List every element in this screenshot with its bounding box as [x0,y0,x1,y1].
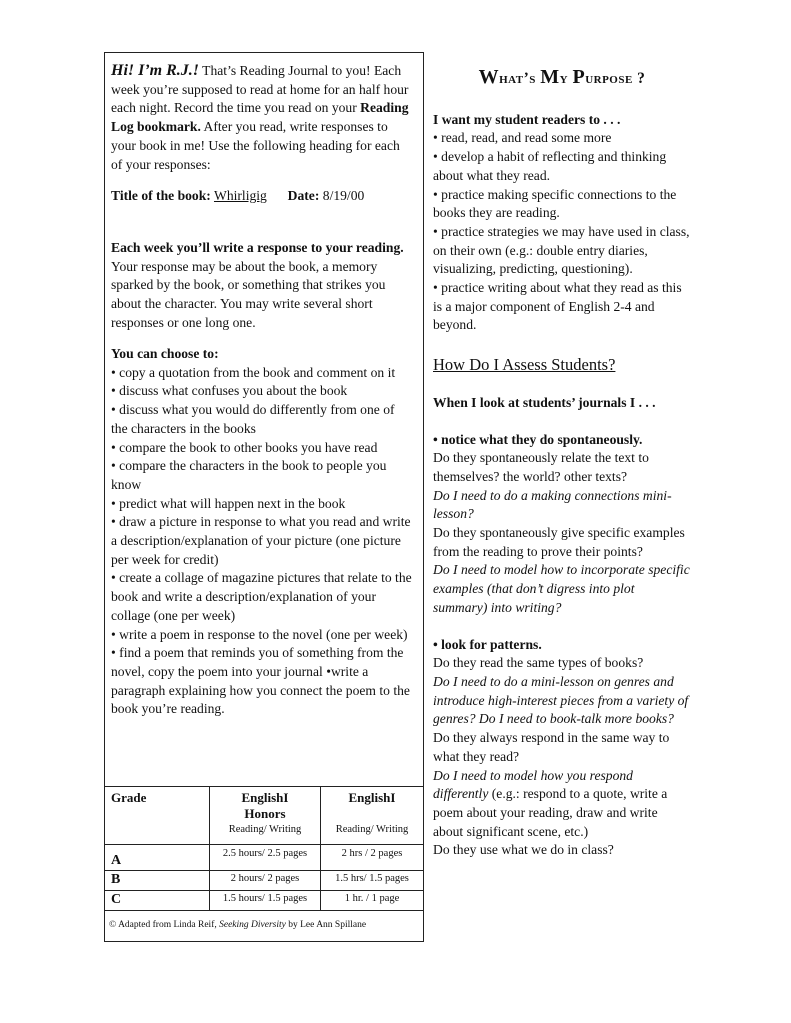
grade-table [105,786,423,911]
credit-line [109,920,366,930]
regular-header-cell [321,787,423,844]
choose-heading: You can choose to: [111,346,219,361]
weekly-body: Your response may be about the book, a memory sparked by the book, or something that strikes you about the character. You may write several short responses or one long one. [111,258,386,330]
list-item: • copy a quotation from the book and comment on it [111,364,413,383]
patterns-q1-italic: Do I need to do a mini-lesson on genres and introduce high-interest pieces from a variety of genres? Do I need to book-talk more books? [433,673,689,727]
notice-q1-italic: Do I need to do a making connections mini-lesson? [433,487,672,522]
grade-cell [105,845,210,870]
regular-cell: 1 hr. / 1 page [344,893,400,904]
bookmark-text: Reading Log bookmark. [111,100,409,135]
title-line [111,187,413,206]
grade-cell [105,871,210,890]
purpose-list [433,129,691,335]
assess-title: How Do I Assess Students? [433,355,616,375]
purpose-title-part: y [559,70,573,87]
patterns-q3: Do they use what we do in class? [433,842,614,858]
date-value: 8/19/00 [322,188,365,203]
honors-subheader: Reading/ Writing [228,824,302,835]
notice-heading: • notice what they do spontaneously. [433,431,643,447]
list-item: • discuss what confuses you about the book [111,382,413,401]
book-title: Whirligig [213,188,267,203]
intro-text: That’s Reading Journal to you! Each week you’re supposed to read at home for an half hour each night. Record the time you read on your [111,63,409,116]
patterns-heading: • look for patterns. [433,636,542,652]
purpose-title-part: hat’s [499,70,541,87]
purpose-lead: I want my student readers to . . . [433,111,621,127]
greeting: Hi! I’m R.J.! [111,62,200,79]
purpose-title-part: W [478,66,500,88]
honors-cell: 2 hours/ 2 pages [210,871,321,890]
list-item: • predict what will happen next in the book [111,495,413,514]
weekly-paragraph [111,239,413,333]
table-row [105,845,423,871]
purpose-title-part: urpose ? [585,70,646,87]
table-header-row [105,787,423,845]
patterns-q2-rest: (e.g.: respond to a quote, write a poem about your reading, draw and write about significant scene, etc.) [433,786,668,839]
grade-letter: A [111,853,122,868]
notice-q2-italic: Do I need to model how to incorporate specific examples (that don’t digress into plot summary) into writing? [433,562,690,615]
choose-list [111,364,413,719]
list-item: • create a collage of magazine pictures that relate to the book and write a description/explanation of your collage (one per week) [111,569,413,625]
grade-header-cell [105,787,210,844]
patterns-q2-italic: Do I need to model how you respond differently [433,767,633,802]
credit-suffix: by Lee Ann Spillane [285,920,367,930]
choose-section [111,345,413,719]
notice-section [433,431,691,618]
list-item: • develop a habit of reflecting and thinking about what they read. [433,148,691,185]
table-row [105,871,423,891]
grade-letter: C [111,892,122,907]
assess-when: When I look at students’ journals I . . . [433,394,656,410]
purpose-title [433,68,691,89]
list-item: • practice making specific connections to the books they are reading. [433,186,691,223]
honors-cell: 1.5 hours/ 1.5 pages [210,891,321,910]
list-item: • practice strategies we may have used in class, on their own (e.g.: double entry diaries, visualizing, predicting, questioning). [433,223,691,279]
regular-subheader: Reading/ Writing [335,824,409,835]
weekly-lead: Each week you’ll write a response to your reading. [111,240,404,255]
list-item: • practice writing about what they read as this is a major component of English 2-4 and beyond. [433,279,691,335]
list-item: • compare the characters in the book to people you know [111,457,413,494]
credit-prefix: © Adapted from Linda Reif, [109,920,220,930]
grade-cell [105,891,210,910]
list-item: • discuss what you would do differently from one of the characters in the books [111,401,413,438]
patterns-section [433,636,691,860]
regular-cell: 2 hrs / 2 pages [341,848,403,859]
patterns-q1: Do they read the same types of books? [433,655,644,671]
purpose-title-part: P [572,66,586,88]
reading-journal-box [104,52,424,942]
title-label: Title of the book: [111,188,211,203]
patterns-q2-combined [433,767,691,842]
regular-cell: 1.5 hrs/ 1.5 pages [335,873,409,884]
list-item: • draw a picture in response to what you read and write a description/explanation of your picture (one picture per week for credit) [111,513,413,569]
table-row [105,891,423,911]
purpose-title-part: M [540,66,560,88]
patterns-q2: Do they always respond in the same way to what they read? [433,730,670,764]
list-item: • compare the book to other books you have read [111,439,413,458]
right-column [433,64,691,860]
grade-header: Grade [111,790,147,805]
notice-q1: Do they spontaneously relate the text to themselves? the world? other texts? [433,450,649,484]
honors-header: EnglishI Honors [241,790,289,821]
credit-book: Seeking Diversity [219,920,286,930]
list-item: • find a poem that reminds you of something from the novel, copy the poem into your journal •write a paragraph explaining how you connect the poem to the book you’re reading. [111,644,413,719]
intro-text-after: After you read, write responses to your book in me! Use the following heading for each of your responses: [111,119,400,172]
notice-q2: Do they spontaneously give specific examples from the reading to prove their points? [433,525,685,559]
honors-header-cell [210,787,321,844]
list-item: • write a poem in response to the novel (one per week) [111,626,413,645]
honors-cell: 2.5 hours/ 2.5 pages [210,845,321,870]
intro-paragraph [111,62,413,174]
regular-header: EnglishI [348,790,396,805]
grade-letter: B [111,872,121,887]
list-item: • read, read, and read some more [433,129,691,148]
date-label: Date: [287,188,320,203]
